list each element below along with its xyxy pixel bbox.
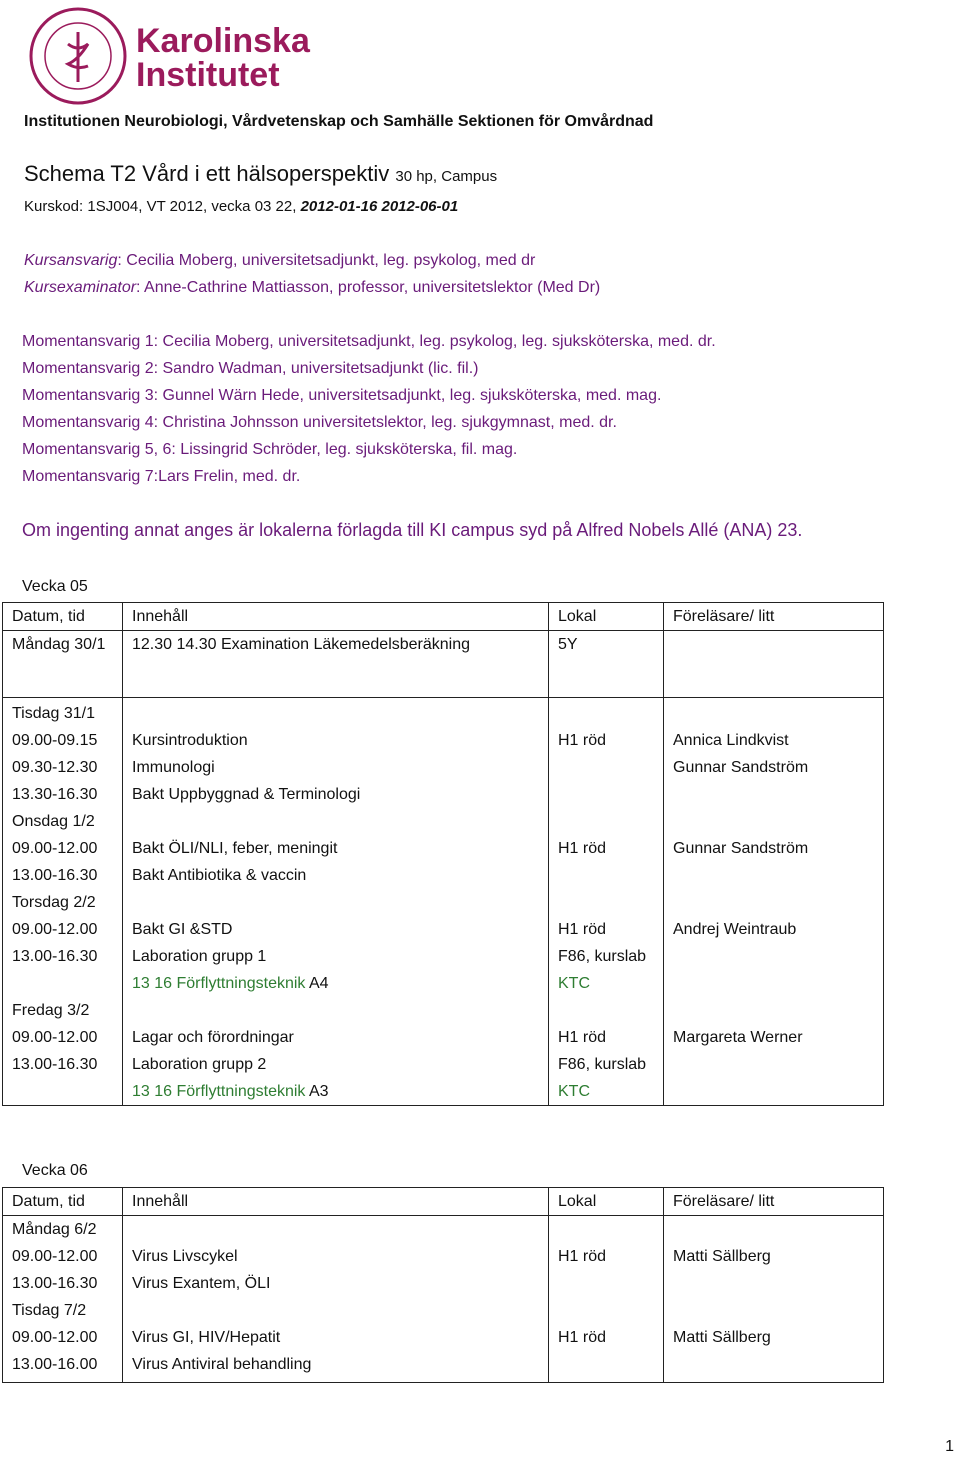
week05-table [2,602,884,1106]
week05-label: Vecka 05 [22,578,88,595]
karolinska-logo [28,4,310,108]
course-code [24,198,458,215]
table-row: Tisdag 31/1 09.00-09.15 09.30-12.30 13.30-16.30 Onsdag 1/2 09.00-12.00 13.00-16.30 Torsdag 2/2 09.00-12.00 13.00-16.30 Fredag 3/2 09.00-12.00 13.00-16.30 Kursintroduktion Immunologi Bakt Uppbyggnad & Terminologi Bakt ÖLI/NLI, feber, meningit Bakt Antibiotika & vaccin Bakt GI &STD Laboration grupp 1 13 16 Förflyttningsteknik A4 Lagar och förordningar Laboration grupp 2 13 16 Förflyttningsteknik A3 H1 röd H1 röd H1 röd F86, kurslab KTC H1 röd F86, kurslab KTC Annica Lindkvist Gunnar Sandström Gunnar Sandström Andrej Weintraub Margareta Werner [3,698,884,1106]
logo-name-line2: Institutet [136,56,280,94]
title-main: Schema T2 Vård i ett hälsoperspektiv [24,161,390,186]
kursansvarig-text: : Cecilia Moberg, universitetsadjunkt, leg. psykolog, med dr [117,252,536,269]
day-mon-w06: Måndag 6/2 [12,1221,97,1238]
page-title [24,161,497,187]
logo-name-line1: Karolinska [136,22,310,60]
department-heading: Institutionen Neurobiologi, Vårdvetenskap och Samhälle Sektionen för Omvårdnad [24,113,654,130]
table-row: Måndag 6/2 09.00-12.00 13.00-16.30 Tisdag 7/2 09.00-12.00 13.00-16.00 Virus Livscykel Virus Exantem, ÖLI Virus GI, HIV/Hepatit Virus Antiviral behandling H1 röd H1 röd Matti Sällberg Matti Sällberg [3,1216,884,1383]
day-fri: Fredag 3/2 [12,1002,90,1019]
momentansvarig-3: Momentansvarig 3: Gunnel Wärn Hede, universitetsadjunkt, leg. sjuksköterska, med. mag. [22,387,662,404]
kursexaminator [24,279,600,297]
col-header-content: Innehåll [123,603,549,631]
day-thu: Torsdag 2/2 [12,894,96,911]
course-code-prefix: Kurskod: 1SJ004, VT 2012, vecka 03 22, [24,198,297,215]
day-wed: Onsdag 1/2 [12,813,95,830]
table-header-row [3,603,884,631]
exam-date: Måndag 30/1 [3,631,123,698]
table-row [3,631,884,698]
momentansvarig-7: Momentansvarig 7:Lars Frelin, med. dr. [22,468,301,485]
title-small: 30 hp, Campus [395,168,498,185]
kursexaminator-label: Kursexaminator [24,279,137,296]
exam-content: 12.30 14.30 Examination Läkemedelsberäkning [123,631,549,698]
day-tue: Tisdag 31/1 [12,705,96,722]
momentansvarig-2: Momentansvarig 2: Sandro Wadman, universitetsadjunkt (lic. fil.) [22,360,479,377]
momentansvarig-1: Momentansvarig 1: Cecilia Moberg, universitetsadjunkt, leg. psykolog, leg. sjuksköterska, med. dr. [22,333,716,350]
kursexaminator-text: : Anne-Cathrine Mattiasson, professor, universitetslektor (Med Dr) [136,279,601,296]
course-dates: 2012-01-16 2012-06-01 [300,198,459,215]
col-header-lecturer: Föreläsare/ litt [664,603,884,631]
table-header-row: Datum, tid Innehåll Lokal Föreläsare/ litt [3,1188,884,1216]
col-header-date: Datum, tid [3,603,123,631]
page-number: 1 [945,1438,954,1455]
day-tue-w06: Tisdag 7/2 [12,1302,87,1319]
col-header-room: Lokal [549,603,664,631]
week06-table [2,1187,884,1383]
week06-label: Vecka 06 [22,1162,88,1179]
kursansvarig-label: Kursansvarig [24,252,118,269]
momentansvarig-4: Momentansvarig 4: Christina Johnsson universitetslektor, leg. sjukgymnast, med. dr. [22,414,617,431]
momentansvarig-5-6: Momentansvarig 5, 6: Lissingrid Schröder, leg. sjuksköterska, fil. mag. [22,441,518,458]
kursansvarig [24,252,535,270]
seal-icon [28,4,310,108]
location-notice: Om ingenting annat anges är lokalerna förlagda till KI campus syd på Alfred Nobels Allé (ANA) 23. [22,520,803,540]
exam-room: 5Y [549,631,664,698]
